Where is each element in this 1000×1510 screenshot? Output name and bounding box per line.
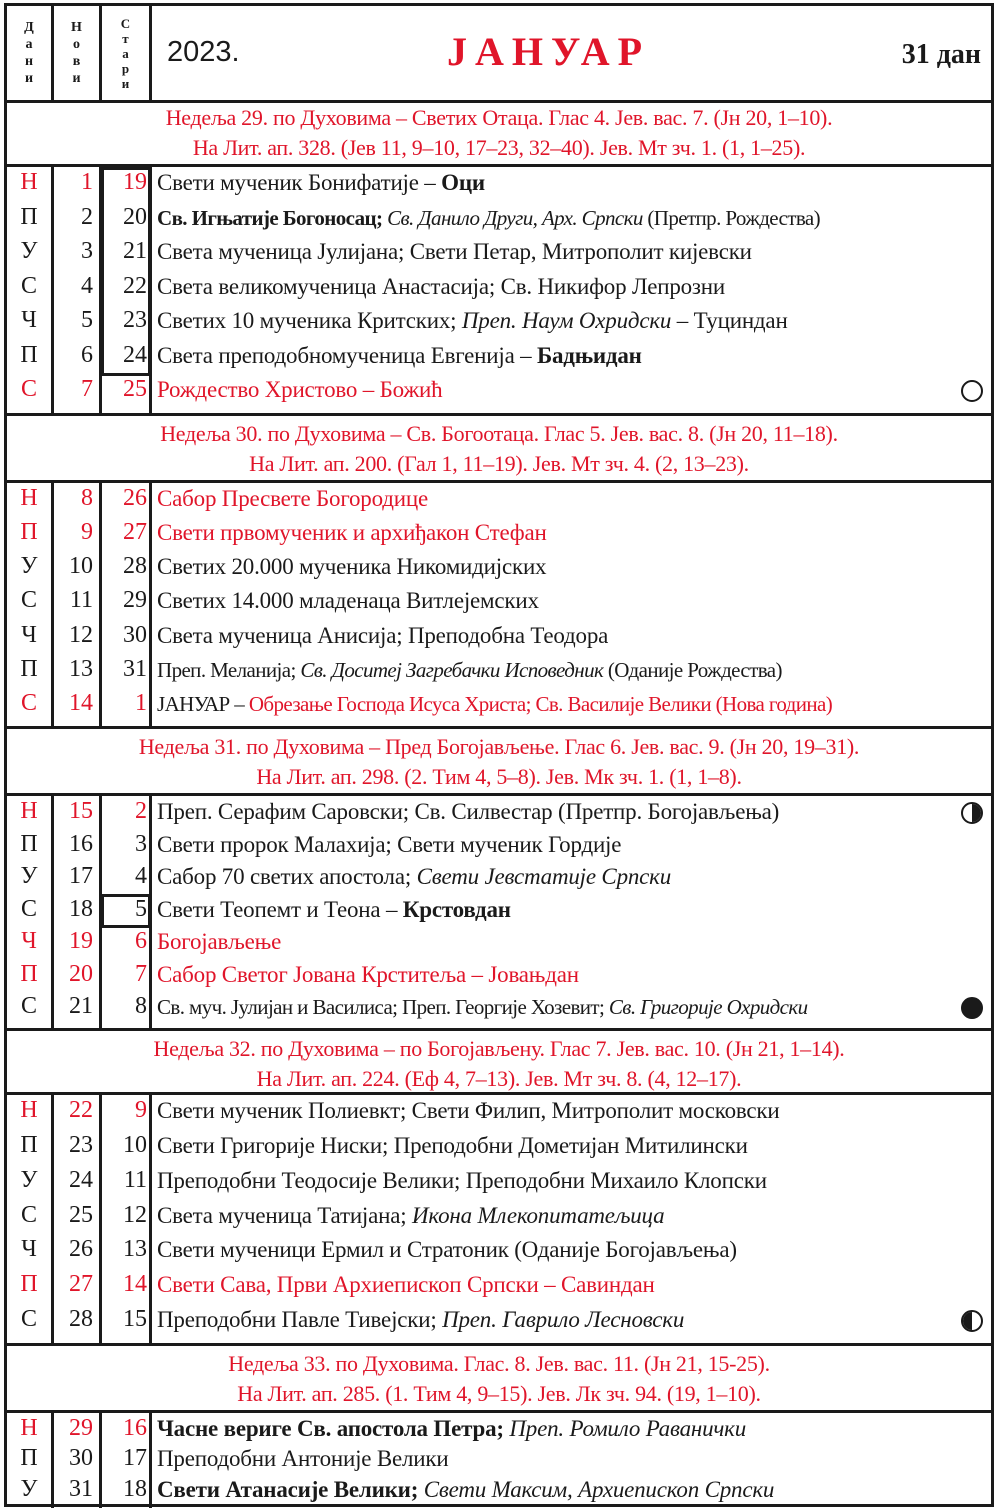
day-row [7,1165,991,1200]
old-calendar-date: 6 [135,928,147,955]
day-of-week: П [20,1131,38,1158]
old-calendar-date: 26 [123,485,147,511]
feast-text [157,1168,767,1194]
day-of-week: У [20,553,38,580]
week-days-block [7,167,991,416]
feast-text [157,520,547,546]
new-calendar-date: 14 [69,689,93,716]
new-calendar-date: 22 [69,1097,93,1123]
week-heading-line: На Лит. ап. 200. (Гал 1, 11–19). Јев. Мт зч. 4. (2, 13–23). [249,451,749,476]
new-calendar-date: 31 [69,1475,93,1502]
feast-text-part: ЈАНУАР – [157,691,249,716]
new-calendar-date: 16 [69,830,93,857]
day-row [7,340,991,375]
feast-text [157,623,608,649]
day-row [7,483,991,517]
feast-text-part: Светих 20.000 мученика Никомидијских [157,554,547,580]
week-days-block [7,796,991,1031]
day-row [7,991,991,1024]
feast-text [157,864,671,890]
day-row [7,236,991,271]
calendar-page [4,3,994,1507]
old-calendar-date: 16 [123,1415,147,1441]
col-label-letter: Н [71,20,82,35]
day-row [7,1234,991,1269]
new-calendar-date: 3 [81,238,93,265]
week-heading [7,729,991,796]
col-label-letter: р [121,60,130,76]
feast-text-part: Преподобни Теодосије Велики; Преподобни Михаило Клопски [157,1167,767,1193]
feast-text-part: Рождество Христово – Божић [157,377,443,403]
feast-text-part: – Туциндан [671,308,788,334]
day-of-week: Ч [21,928,37,955]
old-calendar-date: 11 [123,1166,147,1193]
feast-text-part: Светих 10 мученика Критских; [157,308,462,334]
feast-text-italic: Преп. Гаврило Лесновски [442,1307,685,1333]
new-calendar-date: 5 [81,307,93,334]
feast-text [157,239,752,265]
old-calendar-date: 13 [123,1236,147,1263]
day-row [7,959,991,992]
feast-text [157,1477,774,1503]
feast-text [157,692,832,717]
week-heading [7,416,991,483]
feast-text-bold: Оци [441,170,485,195]
old-calendar-date: 22 [123,272,147,299]
feast-text [157,588,539,614]
feast-text [157,343,642,369]
old-calendar-date: 29 [123,587,147,614]
old-calendar-date: 7 [135,960,147,987]
day-of-week: Н [20,169,38,195]
day-row [7,796,991,829]
old-calendar-date: 4 [135,863,147,890]
month-title: ЈАНУАР [447,29,651,74]
old-calendar-date: 17 [123,1445,147,1472]
new-calendar-date: 7 [81,376,93,403]
old-calendar-date: 23 [123,307,147,334]
col-label-letter: о [73,37,80,52]
day-of-week: У [20,238,38,265]
week-heading-line: На Лит. ап. 224. (Еф 4, 7–13). Јев. Мт зч. 8. (4, 12–17). [256,1066,742,1091]
day-of-week: Н [20,798,38,824]
feast-text [157,377,442,403]
feast-text-bold: Бадњидан [536,342,642,368]
feast-text [157,658,782,683]
full-moon-icon [961,997,983,1019]
new-calendar-date: 8 [81,485,93,511]
new-calendar-date: 2 [81,203,93,230]
col-label-letter: а [122,45,129,61]
feast-text-part: Света великомученица Анастасија; Св. Никифор Лепрозни [157,273,726,299]
day-of-week: У [20,1475,38,1502]
day-of-week: П [20,1445,38,1472]
calendar-header [7,6,991,103]
day-of-week: У [20,863,38,890]
day-of-week: П [20,830,38,857]
feast-text-part: (Претпр. Рождества) [642,205,821,230]
col-label-letter: и [72,71,81,86]
new-calendar-date: 30 [69,1445,93,1472]
day-of-week: С [20,993,37,1020]
feast-text [157,962,579,988]
feast-text-bold: Св. Игњатије Богоносац; [157,205,388,230]
old-calendar-date: 1 [135,689,147,716]
feast-text-bold: Часне вериге Св. апостола Петра; [157,1416,510,1441]
feast-text-italic: Свети Максим, Архиепископ Српски [423,1476,775,1502]
feast-text [157,274,725,300]
feast-text-part: Света мученица Јулијана; Свети Петар, Митрополит кијевски [157,239,752,265]
feast-text-italic: Св. Григорије Охридски [608,995,808,1020]
col-label-letter: и [24,71,34,86]
new-calendar-date: 18 [69,895,93,922]
week-days-block [7,1095,991,1346]
day-row [7,271,991,306]
new-calendar-date: 25 [69,1201,93,1228]
feast-text-part: Преп. Меланија; [157,657,301,682]
old-calendar-date: 28 [123,553,147,580]
new-calendar-date: 6 [81,341,93,368]
feast-text [157,1098,779,1124]
day-row [7,1130,991,1165]
feast-text-part: Свети мученик Бонифатије – [157,170,442,195]
feast-text [157,486,428,512]
week-heading-line: На Лит. ап. 328. (Јев 11, 9–10, 17–23, 32–40). Јев. Мт зч. 1. (1, 1–25). [192,135,806,160]
feast-text-part: Свети Григорије Ниски; Преподобни Дометијан Митилински [157,1132,748,1158]
day-row [7,1269,991,1304]
feast-text [157,1237,737,1263]
old-calendar-date: 14 [123,1271,147,1298]
feast-text-part: Богојављење [157,929,282,955]
day-of-week: С [20,1306,37,1333]
feast-text-part: Преподобни Павле Тивејски; [157,1307,443,1333]
week-heading [7,1031,991,1095]
feast-text-part: Свети пророк Малахија; Свети мученик Гордије [157,831,622,857]
feast-text [157,308,788,334]
day-of-week: Ч [21,307,37,334]
feast-text [157,1133,748,1159]
old-calendar-date: 12 [123,1201,147,1228]
week-days-block [7,483,991,729]
week-heading-line: Недеља 31. по Духовима – Пред Богојављење. Глас 6. Јев. вас. 9. (Јн 20, 19–31). [138,734,860,759]
feast-text [157,1446,449,1472]
feast-text [157,995,808,1020]
old-calendar-date: 24 [123,341,147,368]
day-of-week: П [20,655,38,682]
old-calendar-date: 20 [123,203,147,230]
week-heading-line: На Лит. ап. 285. (1. Тим 4, 9–15). Јев. Лк зч. 94. (19, 1–10). [237,1381,761,1406]
year-label: 2023. [167,36,240,68]
new-calendar-date: 27 [69,1271,93,1298]
new-calendar-date: 12 [69,621,93,648]
week-heading-line: Недеља 32. по Духовима – по Богојављену. Глас 7. Јев. вас. 10. (Јн 21, 1–14). [153,1036,845,1061]
day-of-week: С [20,587,37,614]
day-row [7,585,991,619]
new-calendar-date: 4 [81,272,93,299]
feast-text-italic: Свети Јевстатије Српски [416,864,672,890]
day-row [7,167,991,202]
day-row [7,202,991,237]
old-calendar-date: 10 [123,1131,147,1158]
col-label-letter: в [72,54,81,69]
new-calendar-date: 15 [69,798,93,824]
old-calendar-date: 3 [135,830,147,857]
feast-text [157,929,281,955]
days-count: 31 дан [901,39,981,70]
week-heading-line: На Лит. ап. 298. (2. Тим 4, 5–8). Јев. Мк зч. 1. (1, 1–8). [256,764,742,789]
week-heading-line: Недеља 33. по Духовима. Глас. 8. Јев. вас. 11. (Јн 21, 15-25). [228,1351,770,1376]
feast-text-part: Света мученица Анисија; Преподобна Теодора [157,622,609,648]
day-of-week: С [20,895,37,922]
new-moon-outline-icon [961,380,983,402]
new-calendar-date: 21 [69,993,93,1020]
feast-text-part: Сабор Светог Јована Крститеља – Јовањдан [157,961,579,987]
feast-text-part: Св. муч. Јулијан и Василиса; Преп. Георгије Хозевит; [157,995,609,1020]
first-quarter-icon [961,802,983,824]
new-calendar-date: 10 [69,553,93,580]
new-calendar-date: 24 [69,1166,93,1193]
day-of-week: Н [20,1415,38,1441]
feast-text [157,897,511,923]
feast-text [157,832,621,858]
col-label-letter: С [120,15,131,31]
day-of-week: Ч [21,1236,37,1263]
new-calendar-date: 28 [69,1306,93,1333]
day-row [7,620,991,654]
feast-text-italic: Св. Данило Други, Арх. Српски [387,205,643,230]
feast-text-part: Света преподобномученица Евгенија – [157,342,537,368]
old-calendar-date: 25 [123,376,147,403]
day-of-week: С [20,1201,37,1228]
week-days-block [7,1413,991,1508]
day-of-week: П [20,519,38,546]
col-label-day-of-week [7,6,54,100]
week-heading-line: Недеља 30. по Духовима – Св. Богоотаца. Глас 5. Јев. вас. 8. (Јн 20, 11–18). [160,421,838,446]
day-row [7,305,991,340]
feast-text-part: Светих 14.000 младенаца Витлејемских [157,588,539,614]
old-calendar-date: 31 [123,655,147,682]
old-calendar-date: 27 [123,519,147,546]
feast-text [157,1307,684,1333]
day-row [7,1304,991,1339]
day-of-week: У [20,1166,38,1193]
old-calendar-date: 15 [123,1306,147,1333]
feast-text [157,170,485,196]
feast-text-italic: Преп. Наум Охридски [461,308,672,334]
new-calendar-date: 9 [81,519,93,546]
day-of-week: Н [20,485,38,511]
day-row [7,1443,991,1473]
old-calendar-date: 30 [123,621,147,648]
feast-text [157,554,546,580]
last-quarter-icon [961,1310,983,1332]
new-calendar-date: 20 [69,960,93,987]
day-row [7,829,991,862]
feast-text-part: Свети мученик Полиевкт; Свети Филип, Митрополит московски [157,1098,780,1123]
day-row [7,551,991,585]
feast-text-part: Свети Теопемт и Теона – [157,896,403,922]
day-of-week: П [20,203,38,230]
feast-text [157,1272,655,1298]
col-label-letter: т [122,30,129,46]
day-row [7,1200,991,1235]
feast-text-part: Свети првомученик и архиђакон Стефан [157,520,547,546]
week-heading-line: Недеља 29. по Духовима – Светих Отаца. Глас 4. Јев. вас. 7. (Јн 20, 1–10). [165,105,833,130]
feast-text [157,1203,664,1229]
day-row [7,374,991,409]
new-calendar-date: 11 [69,587,93,614]
col-label-old-calendar [102,6,152,100]
day-of-week: П [20,1271,38,1298]
new-calendar-date: 29 [69,1415,93,1441]
old-calendar-date: 9 [135,1097,147,1123]
feast-text-bold: Свети Атанасије Велики; [157,1476,424,1502]
day-of-week: С [20,689,37,716]
new-calendar-date: 17 [69,863,93,890]
day-row [7,861,991,894]
old-calendar-date: 8 [135,993,147,1020]
feast-text-part: Сабор Пресвете Богородице [157,486,428,511]
old-calendar-date: 2 [135,798,147,824]
col-label-letter: а [25,37,33,52]
new-calendar-date: 26 [69,1236,93,1263]
feast-text [157,799,779,825]
feast-text-italic: Икона Млекопитатељица [412,1202,665,1228]
week-heading [7,1346,991,1413]
col-label-new-calendar [54,6,102,100]
feast-text-bold: Крстовдан [402,896,511,922]
feast-text [157,1416,746,1442]
day-row [7,1474,991,1504]
day-row [7,688,991,722]
day-row [7,517,991,551]
day-of-week: Ч [21,621,37,648]
col-label-letter: и [121,75,130,91]
day-row [7,1095,991,1130]
old-calendar-date: 5 [135,895,147,922]
old-calendar-date: 18 [123,1475,147,1502]
feast-text-part: (Оданије Рождества) [603,657,782,682]
feast-text [157,206,820,231]
new-calendar-date: 19 [69,928,93,955]
feast-text-part: Преподобни Антоније Велики [157,1446,449,1472]
day-row [7,926,991,959]
new-calendar-date: 1 [81,169,93,195]
col-label-letter: н [24,54,34,69]
day-of-week: С [20,272,37,299]
day-row [7,654,991,688]
day-of-week: С [20,376,37,403]
feast-text-part: Свети мученици Ермил и Стратоник (Оданије Богојављења) [157,1237,737,1263]
new-calendar-date: 13 [69,655,93,682]
feast-text-part: Обрезање Господа Исуса Христа; Св. Василије Велики (Нова година) [248,691,833,716]
feast-text-part: Преп. Серафим Саровски; Св. Силвестар (Претпр. Богојављења) [157,799,780,824]
day-of-week: П [20,341,38,368]
col-label-letter: Д [24,20,34,35]
feast-text-italic: Св. Доситеј Загребачки Исповедник [300,657,604,682]
week-heading [7,100,991,167]
day-of-week: П [20,960,38,987]
feast-text-part: Сабор 70 светих апостола; [157,864,417,890]
day-row [7,894,991,927]
feast-text-part: Света мученица Татијана; [157,1202,412,1228]
feast-text-part: Свети Сава, Први Архиепископ Српски – Савиндан [157,1272,655,1298]
old-calendar-date: 21 [123,238,147,265]
new-calendar-date: 23 [69,1131,93,1158]
day-of-week: Н [20,1097,38,1123]
day-row [7,1413,991,1443]
old-calendar-date: 19 [123,169,147,195]
feast-text-italic: Преп. Ромило Раванички [509,1416,747,1441]
